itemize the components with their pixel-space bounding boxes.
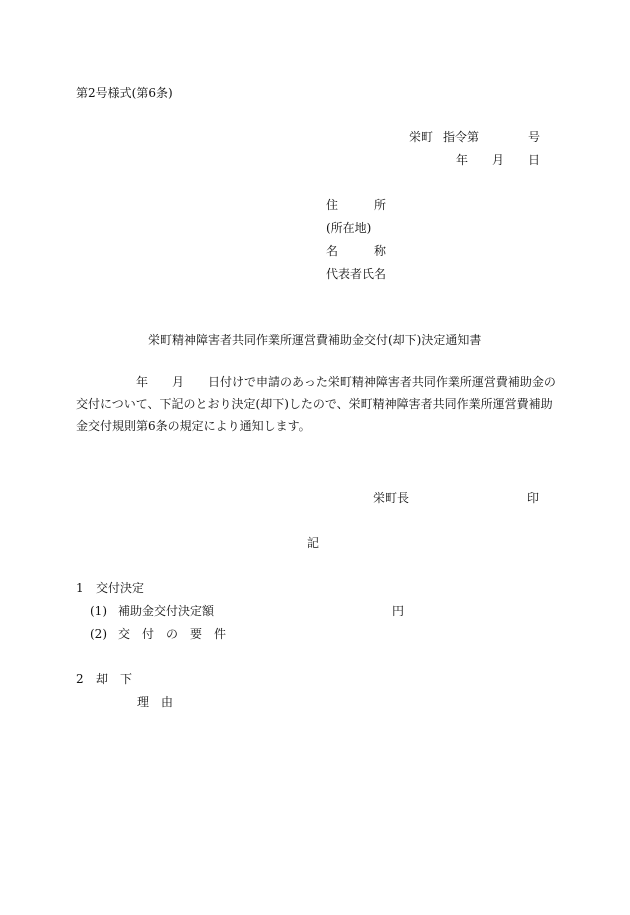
seal-mark: 印 (527, 491, 540, 505)
number-label: 指令第 (443, 130, 480, 144)
body-line-1-text: 日付けで申請のあった栄町精神障害者共同作業所運営費補助金の (208, 375, 556, 389)
reason-label: 理 由 (137, 695, 174, 709)
item-2-number: 2 (76, 672, 84, 686)
office-name: 栄町 (409, 130, 434, 144)
body-line-1 (76, 371, 556, 393)
sub-1-unit: 円 (392, 604, 405, 618)
document-title: 栄町精神障害者共同作業所運営費補助金交付(却下)決定通知書 (148, 333, 482, 347)
body-line-3: 金交付規則第6条の規定により通知します。 (76, 419, 311, 433)
sub-2-label: 交 付 の 要 件 (118, 627, 227, 641)
body-line-2: 交付について、下記のとおり決定(却下)したので、栄町精神障害者共同作業所運営費補助 (76, 397, 553, 411)
sub-2-number: (2) (90, 627, 107, 641)
name-label: 名 称 (326, 244, 387, 258)
item-2-label: 却 下 (96, 672, 133, 686)
sub-1-label: 補助金交付決定額 (118, 604, 215, 618)
date-year: 年 (456, 153, 469, 167)
number-suffix: 号 (528, 130, 541, 144)
item-1-label: 交付決定 (96, 581, 145, 595)
mayor-label: 栄町長 (373, 491, 410, 505)
date-month: 月 (492, 153, 505, 167)
body-paragraph (76, 371, 556, 437)
item-1-number: 1 (76, 581, 84, 595)
sub-1-number: (1) (90, 604, 107, 618)
body-month: 月 (172, 375, 185, 389)
ki-label: 記 (307, 536, 320, 550)
date-day: 日 (528, 153, 541, 167)
representative-label: 代表者氏名 (326, 267, 387, 281)
address-label: 住 所 (326, 198, 387, 212)
body-year: 年 (136, 375, 149, 389)
form-id: 第2号様式(第6条) (76, 86, 173, 100)
location-label: (所在地) (326, 221, 372, 235)
